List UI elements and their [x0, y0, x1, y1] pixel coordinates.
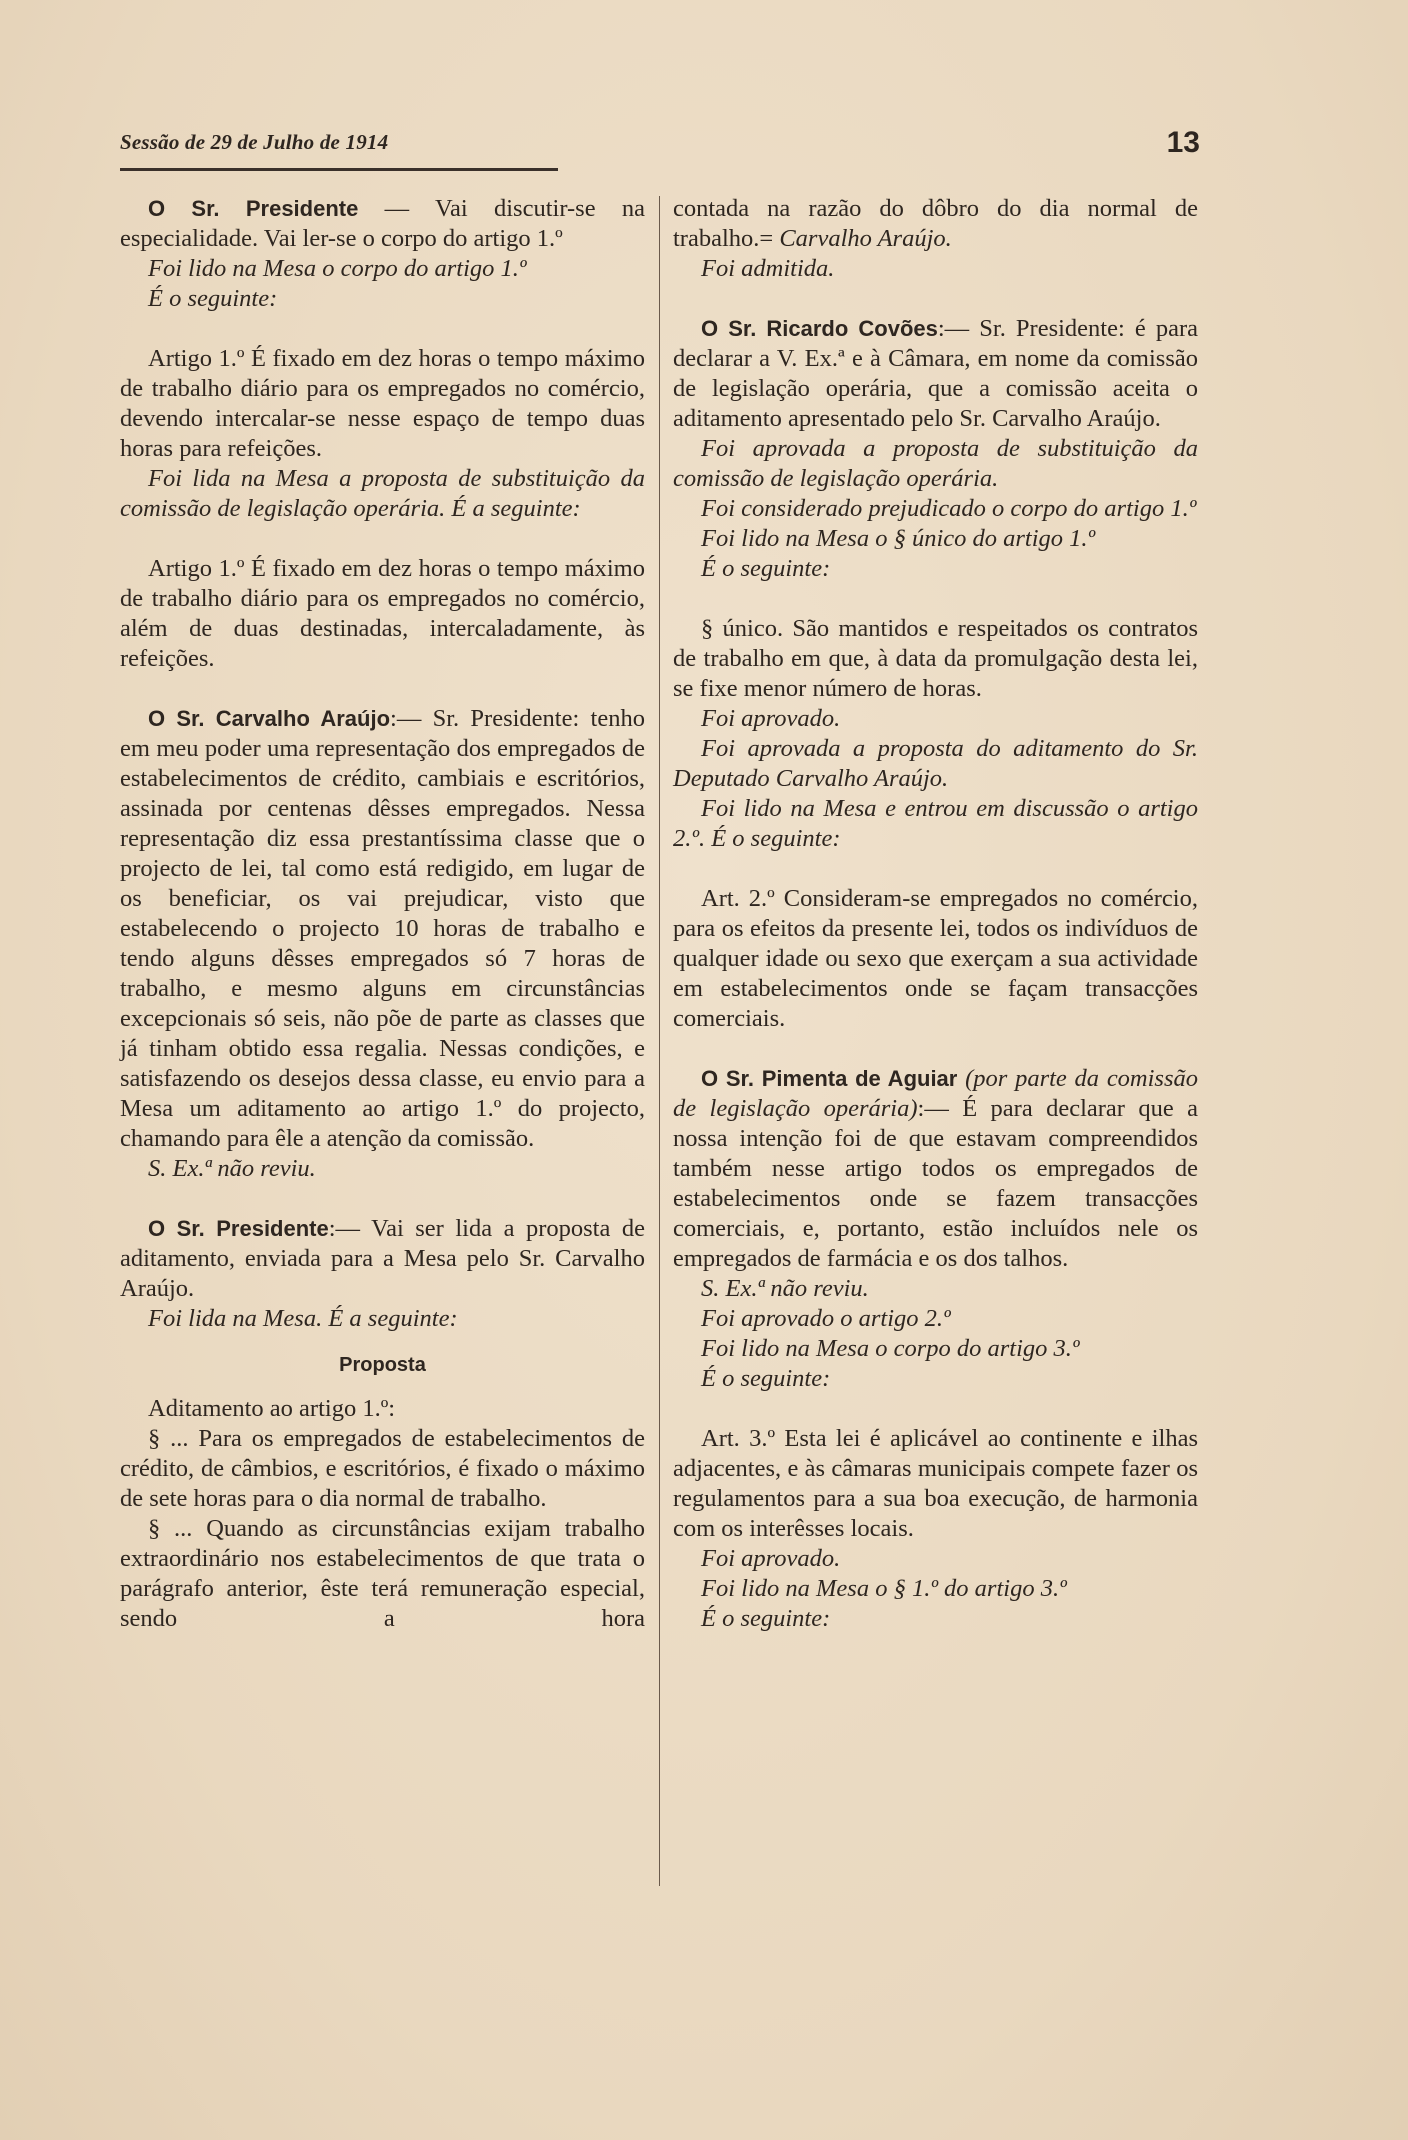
italic-note: Foi aprovada a proposta do aditamento do Sr. Deputado Carvalho Araújo.: [673, 735, 1198, 792]
italic-note: É o seguinte:: [701, 1605, 831, 1632]
italic-note: Foi lido na Mesa o § 1.º do artigo 3.º: [701, 1575, 1067, 1602]
page-number: 13: [1166, 126, 1200, 159]
paragraph: [673, 194, 1198, 254]
article-text: Art. 3.º Esta lei é aplicável ao continente e ilhas adjacentes, e às câmaras municipais compete fazer os regulamentos para a sua boa execução, de harmonia com os interêsses locais.: [673, 1425, 1198, 1542]
speaker-note: (por parte da comissão de legislação operária): [673, 1065, 1199, 1122]
italic-note: Foi admitida.: [701, 255, 835, 282]
italic-note: Foi lido na Mesa o corpo do artigo 3.º: [701, 1335, 1080, 1362]
italic-note: Foi lido na Mesa e entrou em discussão o artigo 2.º. É o seguinte:: [673, 795, 1198, 852]
proposal-heading: Proposta: [339, 1354, 426, 1376]
italic-note: É o seguinte:: [701, 1365, 831, 1392]
proposal-text: Aditamento ao artigo 1.º:: [148, 1395, 396, 1422]
speech-text: :— Vai ser lida a proposta de aditamento, enviada para a Mesa pelo Sr. Carvalho Araújo.: [120, 1215, 645, 1302]
paragraph: [673, 314, 1198, 434]
speaker-name: O Sr. Pimenta de Aguiar: [701, 1066, 958, 1091]
paragraph: [120, 1214, 645, 1304]
article-text: Art. 2.º Consideram-se empregados no comércio, para os efeitos da presente lei, todos os indivíduos de qualquer idade ou sexo que exerçam a sua actividade em estabelecimentos onde se façam transacções comerciais.: [673, 885, 1198, 1032]
italic-note: Foi aprovado.: [701, 705, 841, 732]
italic-note: Foi lido na Mesa o § único do artigo 1.º: [701, 525, 1096, 552]
italic-note: S. Ex.ª não reviu.: [148, 1155, 316, 1182]
italic-note: Foi aprovada a proposta de substituição da comissão de legislação operária.: [673, 435, 1198, 492]
speaker-name: O Sr. Presidente: [148, 1216, 329, 1241]
article-text: Artigo 1.º É fixado em dez horas o tempo máximo de trabalho diário para os empregados no comércio, devendo intercalar-se nesse espaço de tempo duas horas para refeições.: [120, 345, 645, 462]
paragraph: [120, 704, 645, 1154]
proposal-text: § ... Quando as circunstâncias exijam trabalho extraordinário nos estabelecimentos de que trata o parágrafo anterior, êste terá remuneração especial, sendo a hora: [120, 1515, 645, 1632]
column-divider: [659, 196, 660, 1886]
page-header: [120, 126, 1200, 166]
italic-note: Foi considerado prejudicado o corpo do artigo 1.º: [701, 495, 1197, 522]
speech-text: :— Sr. Presidente: é para declarar a V. Ex.ª e à Câmara, em nome da comissão de legislação operária, que a comissão aceita o aditamento apresentado pelo Sr. Carvalho Araújo.: [673, 315, 1198, 432]
italic-note: É o seguinte:: [148, 285, 278, 312]
left-column: [120, 194, 645, 1634]
article-text: Artigo 1.º É fixado em dez horas o tempo máximo de trabalho diário para os empregados no comércio, além de duas destinadas, intercaladamente, às refeições.: [120, 555, 645, 672]
speech-text: — Vai discutir-se na especialidade. Vai ler-se o corpo do artigo 1.º: [120, 195, 645, 252]
speech-text: :— Sr. Presidente: tenho em meu poder uma representação dos empregados de estabelecimentos de crédito, cambiais e escritórios, assinada por centenas dêsses empregados. Nessa representação diz essa prestantíssima classe que o projecto de lei, tal como está redigido, em lugar de os beneficiar, os vai prejudicar, visto que estabelecendo o projecto 10 horas de trabalho e tendo alguns dêsses empregados só 7 horas de trabalho, e mesmo alguns em circunstâncias excepcionais só seis, não põe de parte as classes que já tinham obtido essa regalia. Nessas condições, e satisfazendo os desejos dessa classe, eu envio para a Mesa um aditamento ao artigo 1.º do projecto, chamando para êle a atenção da comissão.: [120, 705, 645, 1152]
speaker-name: O Sr. Carvalho Araújo: [148, 706, 391, 731]
italic-note: É o seguinte:: [701, 555, 831, 582]
speaker-name: O Sr. Ricardo Covões: [701, 316, 938, 341]
header-rule: [120, 168, 558, 171]
speaker-name: O Sr. Presidente: [148, 196, 359, 221]
article-text: § único. São mantidos e respeitados os contratos de trabalho em que, à data da promulgação desta lei, se fixe menor número de horas.: [673, 615, 1198, 702]
italic-note: Foi lida na Mesa a proposta de substituição da comissão de legislação operária. É a seguinte:: [120, 465, 645, 522]
proposal-text: contada na razão do dôbro do dia normal de trabalho.=: [673, 195, 1198, 252]
speech-text: :— É para declarar que a nossa intenção foi de que estavam compreendidos também nesse artigo todos os empregados de estabelecimentos onde se fazem transacções comerciais, e, portanto, estão incluídos nele os empregados de farmácia e os dos talhos.: [673, 1095, 1198, 1272]
italic-note: Foi aprovado.: [701, 1545, 841, 1572]
proposal-text: § ... Para os empregados de estabelecimentos de crédito, de câmbios, e escritórios, é fixado o máximo de sete horas para o dia normal de trabalho.: [120, 1425, 645, 1512]
paragraph: [673, 1064, 1198, 1274]
session-title: Sessão de 29 de Julho de 1914: [120, 130, 389, 154]
italic-note: Foi aprovado o artigo 2.º: [701, 1305, 951, 1332]
paragraph: [120, 194, 645, 254]
signature: Carvalho Araújo.: [773, 225, 952, 252]
italic-note: S. Ex.ª não reviu.: [701, 1275, 869, 1302]
italic-note: Foi lido na Mesa o corpo do artigo 1.º: [148, 255, 527, 282]
italic-note: Foi lida na Mesa. É a seguinte:: [148, 1305, 458, 1332]
right-column: [673, 194, 1198, 1634]
